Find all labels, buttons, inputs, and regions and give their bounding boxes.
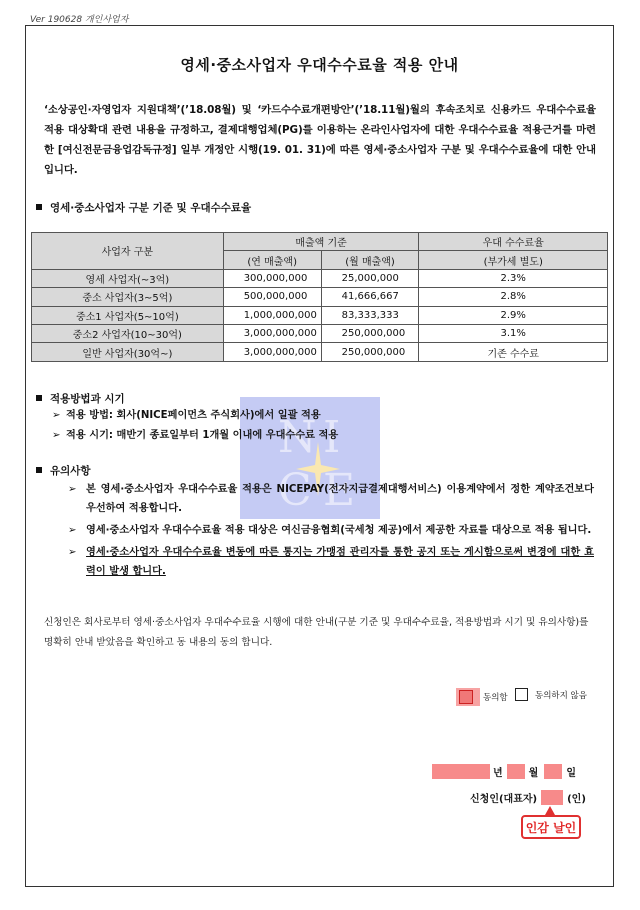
method-list bbox=[52, 406, 338, 446]
month-label: 월 bbox=[528, 768, 539, 779]
header-sales: 매출액 기준 bbox=[223, 233, 419, 251]
month-field[interactable] bbox=[507, 764, 525, 779]
agree-option[interactable] bbox=[456, 688, 508, 706]
section-heading-criteria bbox=[36, 200, 251, 215]
year-field[interactable] bbox=[432, 764, 490, 779]
row-monthly: 83,333,333 bbox=[321, 306, 419, 324]
row-rate: 3.1% bbox=[419, 324, 608, 342]
row-category: 일반 사업자(30억~) bbox=[32, 343, 224, 361]
row-rate: 기존 수수료 bbox=[419, 343, 608, 361]
row-annual: 1,000,000,000 bbox=[223, 306, 321, 324]
table-row bbox=[32, 288, 608, 306]
intro-paragraph: ‘소상공인·자영업자 지원대책’(’18.08월) 및 ‘카드수수료개편방안’(’18.11월)월의 후속조치로 신용카드 우대수수료율 적용 대상확대 관련 내용을 규정하고, 결제대행업체(PG)를 이용하는 온라인사업자에 대한 우대수수료율 적용근거를 마련한 [여신전문금융업감독규정] 일부 개정안 시행(19. 01. 31)에 따른 영세·중소사업자 구분 및 우대수수료율에 대한 안내 입니다. bbox=[44, 104, 596, 176]
row-rate: 2.9% bbox=[419, 306, 608, 324]
table-row bbox=[32, 269, 608, 287]
svg-text:E: E bbox=[323, 465, 356, 516]
table-row bbox=[32, 343, 608, 361]
row-category: 중소1 사업자(5~10억) bbox=[32, 306, 224, 324]
row-monthly: 250,000,000 bbox=[321, 343, 419, 361]
disagree-label: 동의하지 않음 bbox=[535, 690, 587, 701]
section-heading-text: 적용방법과 시기 bbox=[50, 393, 125, 405]
agree-label: 동의함 bbox=[483, 693, 508, 703]
row-category: 영세 사업자(~3억) bbox=[32, 269, 224, 287]
square-bullet-icon bbox=[36, 395, 42, 401]
section-heading-text: 영세·중소사업자 구분 기준 및 우대수수료율 bbox=[50, 202, 252, 214]
arrow-bullet-icon: ➢ bbox=[52, 410, 61, 421]
list-item: ➢ 영세·중소사업자 우대수수료율 적용 대상은 여신금융협회(국세청 제공)에서 제공한 자료를 대상으로 적용 됩니다. bbox=[68, 521, 594, 540]
disagree-option[interactable] bbox=[515, 688, 587, 701]
section-heading-notes bbox=[36, 463, 91, 478]
row-monthly: 250,000,000 bbox=[321, 324, 419, 342]
stamp-pointer-icon bbox=[545, 806, 555, 815]
section-heading-method bbox=[36, 391, 125, 406]
year-label: 년 bbox=[493, 768, 503, 779]
list-item: ➢ 적용 방법: 회사(NICE페이먼츠 주식회사)에서 일괄 적용 bbox=[52, 406, 338, 426]
day-field[interactable] bbox=[544, 764, 562, 779]
list-item: ➢ 본 영세·중소사업자 우대수수료율 적용은 NICEPAY(전자지급결제대행서비스) 이용계약에서 정한 계약조건보다 우선하여 적용합니다. bbox=[68, 480, 594, 518]
seal-label: (인) bbox=[567, 794, 586, 805]
header-vat: (부가세 별도) bbox=[419, 251, 608, 269]
signature-row bbox=[470, 790, 586, 805]
svg-text:I: I bbox=[323, 412, 341, 463]
agree-checkbox[interactable] bbox=[459, 690, 473, 704]
row-annual: 500,000,000 bbox=[223, 288, 321, 306]
svg-text:C: C bbox=[278, 465, 312, 516]
arrow-bullet-icon: ➢ bbox=[68, 547, 77, 558]
row-annual: 3,000,000,000 bbox=[223, 324, 321, 342]
confirmation-text: 신청인은 회사로부터 영세·중소사업자 우대수수료율 시행에 대한 안내(구분 기준 및 우대수수료율, 적용방법과 시기 및 유의사항)를 명확히 안내 받았음을 확인하고 동 내용의 동의 합니다. bbox=[44, 617, 589, 648]
header-monthly: (월 매출액) bbox=[321, 251, 419, 269]
list-item: ➢ 적용 시기: 매반기 종료일부터 1개월 이내에 우대수수료 적용 bbox=[52, 426, 338, 446]
row-annual: 300,000,000 bbox=[223, 269, 321, 287]
day-label: 일 bbox=[566, 768, 577, 779]
version-label: Ver 190628 개인사업자 bbox=[30, 15, 129, 25]
table-row bbox=[32, 324, 608, 342]
table-header-row bbox=[32, 233, 608, 251]
section-heading-text: 유의사항 bbox=[50, 465, 91, 477]
row-category: 중소2 사업자(10~30억) bbox=[32, 324, 224, 342]
row-rate: 2.8% bbox=[419, 288, 608, 306]
row-annual: 3,000,000,000 bbox=[223, 343, 321, 361]
applicant-name-field[interactable] bbox=[541, 790, 563, 805]
arrow-bullet-icon: ➢ bbox=[68, 484, 77, 495]
svg-text:N: N bbox=[278, 412, 317, 463]
seal-stamp-button[interactable]: 인감 날인 bbox=[521, 815, 581, 839]
row-monthly: 25,000,000 bbox=[321, 269, 419, 287]
header-rate: 우대 수수료율 bbox=[419, 233, 608, 251]
date-row bbox=[432, 764, 576, 779]
notes-list bbox=[68, 480, 594, 584]
square-bullet-icon bbox=[36, 204, 42, 210]
table-row bbox=[32, 306, 608, 324]
arrow-bullet-icon: ➢ bbox=[52, 430, 61, 441]
header-annual: (연 매출액) bbox=[223, 251, 321, 269]
list-item: ➢ 영세·중소사업자 우대수수료율 변동에 따른 통지는 가맹점 관리자를 통한 공지 또는 게시함으로써 변경에 대한 효력이 발생 합니다. bbox=[68, 543, 594, 581]
applicant-label: 신청인(대표자) bbox=[470, 794, 538, 805]
header-category: 사업자 구분 bbox=[32, 233, 224, 270]
square-bullet-icon bbox=[36, 467, 42, 473]
row-rate: 2.3% bbox=[419, 269, 608, 287]
row-monthly: 41,666,667 bbox=[321, 288, 419, 306]
page-title: 영세·중소사업자 우대수수료율 적용 안내 bbox=[180, 56, 459, 74]
arrow-bullet-icon: ➢ bbox=[68, 525, 77, 536]
disagree-checkbox[interactable] bbox=[515, 688, 528, 701]
rate-table bbox=[31, 232, 608, 362]
row-category: 중소 사업자(3~5억) bbox=[32, 288, 224, 306]
